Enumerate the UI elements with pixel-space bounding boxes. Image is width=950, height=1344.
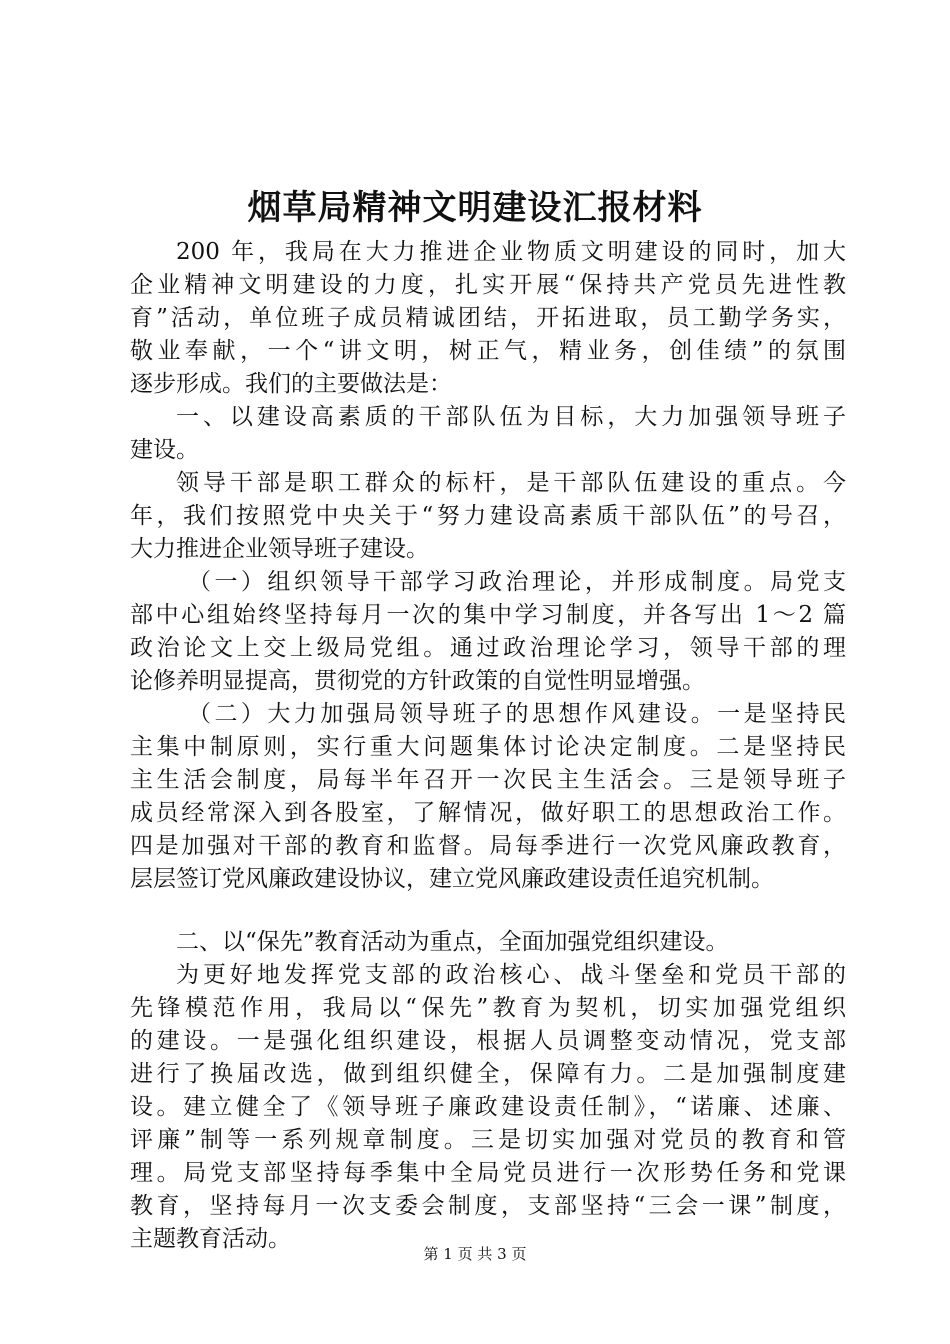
paragraph-line: 进行了换届改选，做到组织健全，保障有力。二是加强制度建	[130, 1061, 846, 1087]
paragraph-line: 年，我们按照党中央关于“努力建设高素质干部队伍”的号召，	[130, 503, 846, 529]
page-footer: 第 1 页 共 3 页	[423, 1245, 527, 1263]
paragraph-line: 为更好地发挥党支部的政治核心、战斗堡垒和党员干部的	[176, 962, 846, 988]
document-body	[130, 236, 846, 1256]
paragraph-line: 敬业奉献，一个“讲文明，树正气，精业务，创佳绩”的氛围	[130, 338, 846, 364]
paragraph-line: 层层签订党风廉政建设协议，建立党风廉政建设责任追究机制。	[130, 866, 774, 892]
section-heading-line: 建设。	[130, 437, 199, 463]
paragraph-line: 成员经常深入到各股室，了解情况，做好职工的思想政治工作。	[130, 800, 846, 826]
paragraph-line: 四是加强对干部的教育和监督。局每季进行一次党风廉政教育，	[130, 833, 846, 859]
document-title: 烟草局精神文明建设汇报材料	[247, 188, 703, 228]
paragraph-line: 论修养明显提高，贯彻党的方针政策的自觉性明显增强。	[130, 668, 705, 694]
paragraph-line: 200 年，我局在大力推进企业物质文明建设的同时，加大	[176, 239, 846, 265]
paragraph-line: 企业精神文明建设的力度，扎实开展“保持共产党员先进性教	[130, 272, 846, 298]
paragraph-line: 教育，坚持每月一次支委会制度，支部坚持“三会一课”制度，	[130, 1193, 846, 1219]
paragraph-line: 大力推进企业领导班子建设。	[130, 536, 429, 562]
section-heading-line: 一、以建设高素质的干部队伍为目标，大力加强领导班子	[176, 404, 846, 430]
paragraph-line: 主集中制原则，实行重大问题集体讨论决定制度。二是坚持民	[130, 734, 846, 760]
section-heading-line: 二、以“保先”教育活动为重点，全面加强党组织建设。	[176, 929, 729, 955]
paragraph-line: 逐步形成。我们的主要做法是：	[130, 371, 452, 397]
paragraph-line: 育”活动，单位班子成员精诚团结，开拓进取，员工勤学务实，	[130, 305, 846, 331]
paragraph-gap	[130, 896, 846, 926]
paragraph-line: 理。局党支部坚持每季集中全局党员进行一次形势任务和党课	[130, 1160, 846, 1186]
paragraph-line: （二）大力加强局领导班子的思想作风建设。一是坚持民	[188, 701, 846, 727]
paragraph-line: （一）组织领导干部学习政治理论，并形成制度。局党支	[188, 569, 846, 595]
paragraph-line: 主生活会制度，局每半年召开一次民主生活会。三是领导班子	[130, 767, 846, 793]
paragraph-line: 领导干部是职工群众的标杆，是干部队伍建设的重点。今	[176, 470, 846, 496]
paragraph-line: 主题教育活动。	[130, 1226, 291, 1252]
paragraph-line: 先锋模范作用，我局以“保先”教育为契机，切实加强党组织	[130, 995, 846, 1021]
paragraph-line: 的建设。一是强化组织建设，根据人员调整变动情况，党支部	[130, 1028, 846, 1054]
paragraph-line: 部中心组始终坚持每月一次的集中学习制度，并各写出 1～2 篇	[130, 602, 846, 628]
paragraph-line: 政治论文上交上级局党组。通过政治理论学习，领导干部的理	[130, 635, 846, 661]
paragraph-line: 设。建立健全了《领导班子廉政建设责任制》，“诺廉、述廉、	[130, 1094, 846, 1120]
paragraph-line: 评廉”制等一系列规章制度。三是切实加强对党员的教育和管	[130, 1127, 846, 1153]
